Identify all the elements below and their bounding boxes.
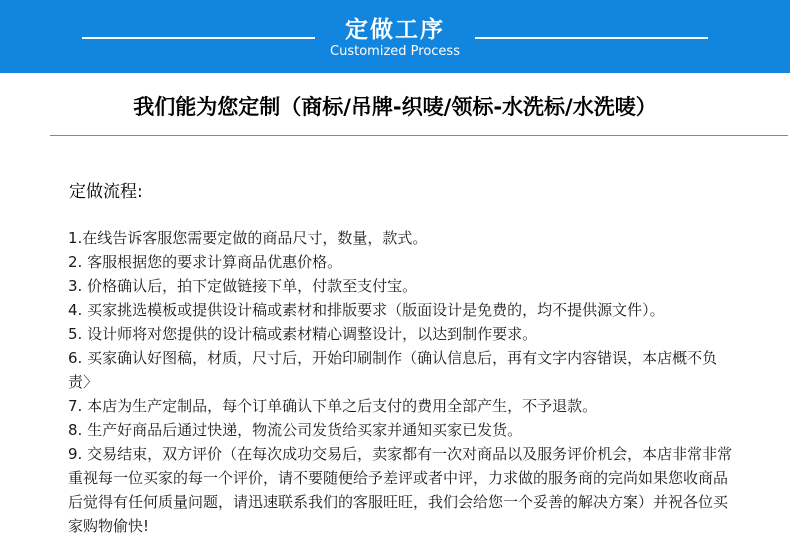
process-step: 1.在线告诉客服您需要定做的商品尺寸，数量，款式。 [68, 229, 428, 247]
process-step: 2. 客服根据您的要求计算商品优惠价格。 [68, 253, 343, 271]
customization-headline: 我们能为您定制（商标/吊牌-织唛/领标-水洗标/水洗唛） [133, 95, 657, 119]
process-step: 9. 交易结束，双方评价（在每次成功交易后，卖家都有一次对商品以及服务评价机会，本店非常非常重视每一位买家的每一个评价，请不要随便给予差评或者中评，力求做的服务商的完尚如果您收商品后觉得有任何质量问题，请迅速联系我们的客服旺旺，我们会给您一个妥善的解决方案）并祝各位买家购物偷快! [68, 445, 733, 535]
process-step: 5. 设计师将对您提供的设计稿或素材精心调整设计，以达到制作要求。 [68, 325, 538, 343]
process-step: 8. 生产好商品后通过快递，物流公司发货给买家并通知买家已发货。 [68, 421, 523, 439]
section-divider [50, 135, 788, 136]
process-step-list [68, 226, 734, 538]
process-step: 3. 价格确认后，拍下定做链接下单，付款至支付宝。 [68, 277, 418, 295]
process-step: 7. 本店为生产定制品，每个订单确认下单之后支付的费用全部产生，不予退款。 [68, 397, 598, 415]
process-banner [0, 0, 790, 73]
process-step: 6. 买家确认好图稿，材质，尺寸后，开始印刷制作（确认信息后，再有文字内容错误，本店概不负责〉 [68, 349, 718, 391]
banner-title-english: Customized Process [330, 44, 460, 59]
process-step: 4. 买家挑选模板或提供设计稿或素材和排版要求（版面设计是免费的，均不提供源文件）。 [68, 301, 665, 319]
process-flow-label: 定做流程: [69, 182, 143, 202]
banner-title-chinese: 定做工序 [345, 17, 445, 43]
